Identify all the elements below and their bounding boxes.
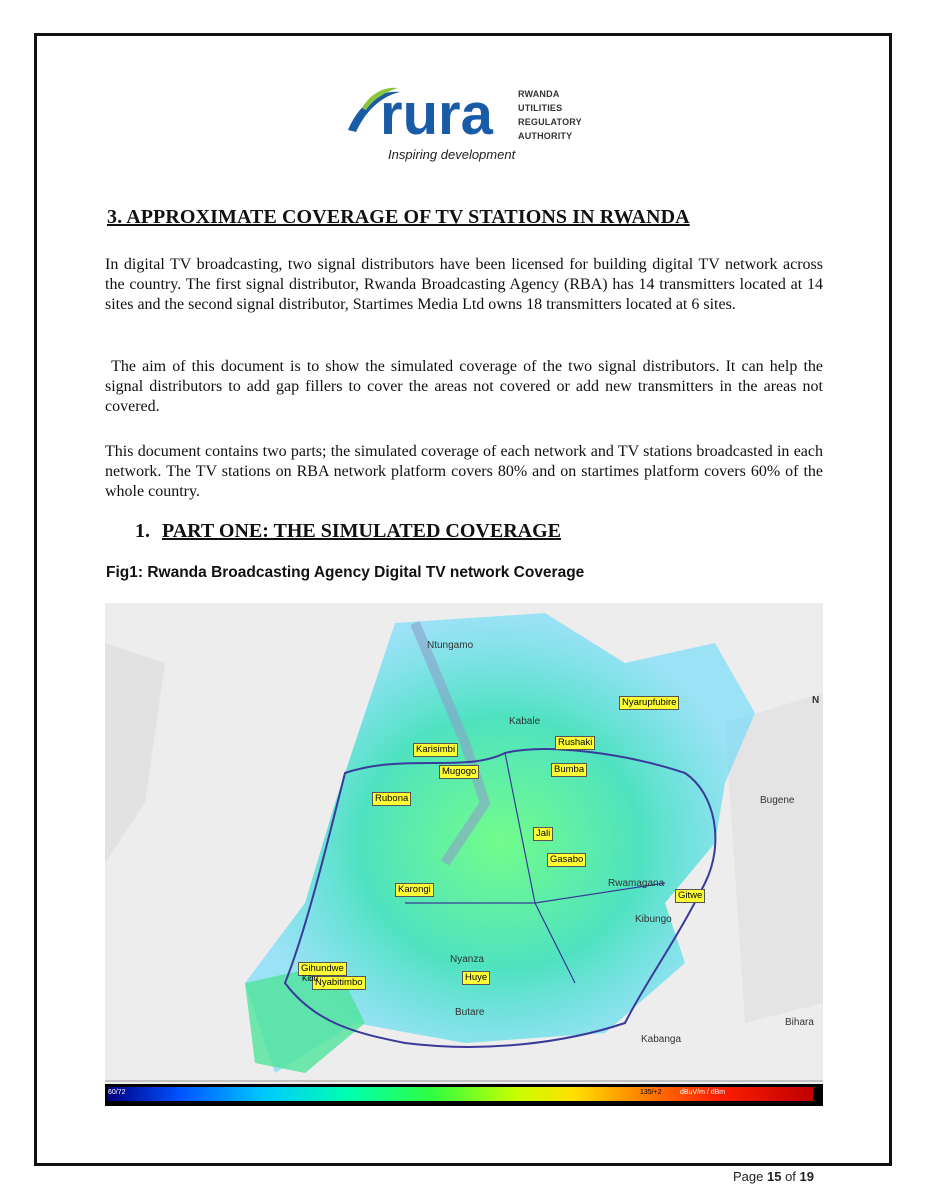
signal-legend-unit: dBuV/m / dBm [680,1089,726,1096]
site-label: Nyarupfubire [619,696,679,710]
place-label: Kabanga [641,1034,682,1045]
page-number-current: 15 [766,1169,782,1184]
page-number [733,1169,814,1184]
page-number-prefix: Page [733,1169,767,1184]
site-label: Nyabitimbo [312,976,366,990]
site-label: Karongi [395,883,434,897]
place-label: Bihara [785,1017,814,1028]
place-label: Bugene [760,795,795,806]
site-label: Gitwe [675,889,705,903]
site-label: Mugogo [439,765,479,779]
place-label: Nyanza [450,954,484,965]
logo-agency-line: UTILITIES [518,103,563,113]
coverage-map [105,603,823,1106]
site-label: Karisimbi [413,743,458,757]
paragraph-aim: The aim of this document is to show the simulated coverage of the two signal distributors. It can help the signal distributors to add gap fillers to cover the areas not covered or add new transmitters in the areas not covered. [105,358,823,415]
signal-legend-max: 135/+2 [640,1089,662,1096]
site-label: Gasabo [547,853,586,867]
logo-agency-line: RWANDA [518,89,560,99]
place-label: N [812,695,820,706]
place-label: Butare [455,1007,485,1018]
site-label: Kibu [302,974,319,983]
section-title: 3. APPROXIMATE COVERAGE OF TV STATIONS IN RWANDA [107,206,690,228]
figure-caption: Fig1: Rwanda Broadcasting Agency Digital TV network Coverage [106,564,585,581]
paragraph-contents: This document contains two parts; the simulated coverage of each network and TV stations broadcasted in each network. The TV stations on RBA network platform covers 80% and on startimes platform covers 60% of the whole country. [105,443,823,500]
site-label: Rushaki [555,736,595,750]
place-label: Ntungamo [427,640,474,651]
logo-tagline: Inspiring development [388,147,516,162]
site-label: Jali [533,827,553,841]
page-number-total: 19 [799,1169,814,1184]
paragraph-intro: In digital TV broadcasting, two signal distributors have been licensed for building digital TV network across the country. The first signal distributor, Rwanda Broadcasting Agency (RBA) has 14 transmitters located at 14 sites and the second signal distributor, Startimes Media Ltd owns 18 transmitters located at 6 sites. [105,256,823,313]
part-heading-text: PART ONE: THE SIMULATED COVERAGE [162,520,561,542]
place-label: Kabale [509,716,541,727]
logo-agency-line: REGULATORY [518,117,582,127]
logo-agency-name [518,87,582,143]
place-label: Kibungo [635,914,672,925]
signal-legend [105,1084,823,1106]
part-heading [135,520,561,543]
logo-agency-line: AUTHORITY [518,131,573,141]
rura-logo-mark [340,72,520,152]
logo-wordmark: rura [380,82,493,147]
site-label: Gihundwe [298,962,347,976]
page-number-middle: of [781,1169,800,1184]
rura-logo [340,72,580,172]
site-label: Bumba [551,763,587,777]
site-label: Huye [462,971,490,985]
place-label: Rwamagana [608,878,665,889]
site-label: Rubona [372,792,411,806]
part-heading-number: 1. [135,520,150,542]
signal-legend-min: 60/72 [108,1089,126,1096]
